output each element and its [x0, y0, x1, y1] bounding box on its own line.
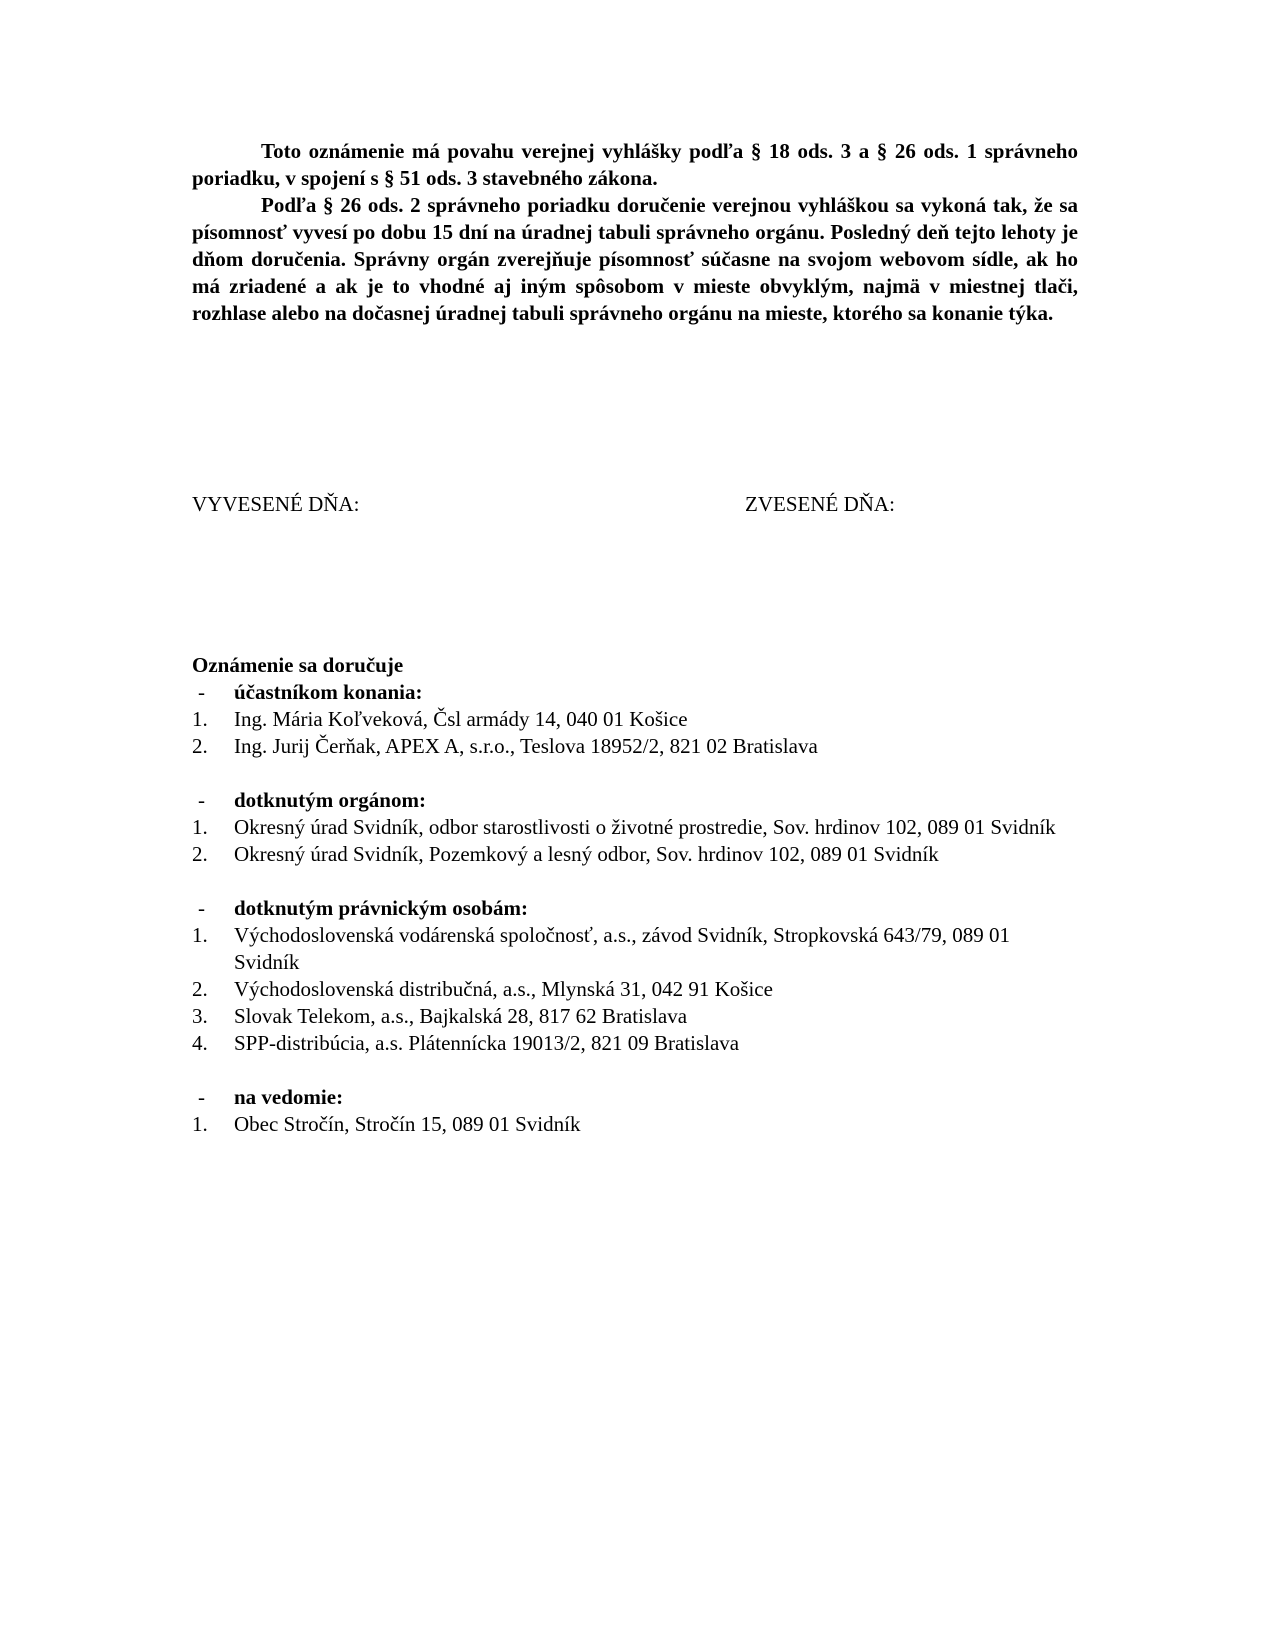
list-item-text: Ing. Mária Koľveková, Čsl armády 14, 040 01 Košice	[234, 707, 688, 731]
list-item-text: Obec Stročín, Stročín 15, 089 01 Svidník	[234, 1112, 581, 1136]
group-affected-legal-entities	[192, 895, 1078, 1057]
group-dash: -	[198, 896, 205, 920]
list-item-text: Slovak Telekom, a.s., Bajkalská 28, 817 62 Bratislava	[234, 1004, 688, 1028]
group-dash: -	[198, 680, 205, 704]
distribution-list	[192, 652, 1078, 1165]
group-affected-authorities	[192, 787, 1078, 868]
list-item-text: Okresný úrad Svidník, Pozemkový a lesný odbor, Sov. hrdinov 102, 089 01 Svidník	[234, 842, 939, 866]
list-item	[192, 733, 1078, 760]
recipient-list	[192, 706, 1078, 760]
list-item-number: 2.	[192, 734, 208, 758]
list-item-number: 1.	[192, 707, 208, 731]
list-item-number: 4.	[192, 1031, 208, 1055]
list-item-text: Východoslovenská vodárenská spoločnosť, a.s., závod Svidník, Stropkovská 643/79, 089 01 Svidník	[234, 923, 1010, 974]
list-item	[192, 841, 1078, 868]
list-item-text: Východoslovenská distribučná, a.s., Mlynská 31, 042 91 Košice	[234, 977, 773, 1001]
group-heading	[192, 787, 1078, 814]
list-item	[192, 1111, 1078, 1138]
recipient-list	[192, 922, 1078, 1057]
group-for-information	[192, 1084, 1078, 1138]
group-heading	[192, 679, 1078, 706]
group-heading	[192, 1084, 1078, 1111]
group-dash: -	[198, 1085, 205, 1109]
group-dash: -	[198, 788, 205, 812]
list-item	[192, 922, 1078, 976]
list-item-number: 1.	[192, 1112, 208, 1136]
recipient-list	[192, 814, 1078, 868]
list-item-number: 1.	[192, 923, 208, 947]
group-heading-text: dotknutým právnickým osobám:	[234, 896, 529, 920]
list-item	[192, 706, 1078, 733]
group-heading	[192, 895, 1078, 922]
list-item-number: 1.	[192, 815, 208, 839]
group-heading-text: účastníkom konania:	[234, 680, 423, 704]
posted-date-label: VYVESENÉ DŇA:	[192, 492, 360, 516]
list-item	[192, 814, 1078, 841]
list-item	[192, 1030, 1078, 1057]
list-item	[192, 976, 1078, 1003]
intro-paragraph-legal-basis: Toto oznámenie má povahu verejnej vyhlášky podľa § 18 ods. 3 a § 26 ods. 1 správneho poriadku, v spojení s § 51 ods. 3 stavebného zákona.	[192, 139, 1078, 190]
distribution-title: Oznámenie sa doručuje	[192, 653, 404, 677]
group-heading-text: dotknutým orgánom:	[234, 788, 426, 812]
list-item-number: 3.	[192, 1004, 208, 1028]
intro-paragraph-delivery: Podľa § 26 ods. 2 správneho poriadku doručenie verejnou vyhláškou sa vykoná tak, že sa písomnosť vyvesí po dobu 15 dní na úradnej tabuli správneho orgánu. Posledný deň tejto lehoty je dňom doručenia. Správny orgán zverejňuje písomnosť súčasne na svojom webovom sídle, ak ho má zriadené a ak je to vhodné aj iným spôsobom v mieste obvyklým, najmä v miestnej tlači, rozhlase alebo na dočasnej úradnej tabuli správneho orgánu na mieste, ktorého sa konanie týka.	[192, 193, 1078, 325]
list-item-text: Okresný úrad Svidník, odbor starostlivosti o životné prostredie, Sov. hrdinov 102, 089 01 Svidník	[234, 815, 1056, 839]
group-heading-text: na vedomie:	[234, 1085, 344, 1109]
list-item-number: 2.	[192, 977, 208, 1001]
removed-date-label: ZVESENÉ DŇA:	[745, 492, 895, 516]
list-item-text: SPP-distribúcia, a.s. Plátennícka 19013/2, 821 09 Bratislava	[234, 1031, 740, 1055]
list-item-text: Ing. Jurij Čerňak, APEX A, s.r.o., Teslova 18952/2, 821 02 Bratislava	[234, 734, 818, 758]
public-notice-intro	[192, 138, 1078, 327]
list-item	[192, 1003, 1078, 1030]
recipient-list	[192, 1111, 1078, 1138]
list-item-number: 2.	[192, 842, 208, 866]
group-participants	[192, 679, 1078, 760]
